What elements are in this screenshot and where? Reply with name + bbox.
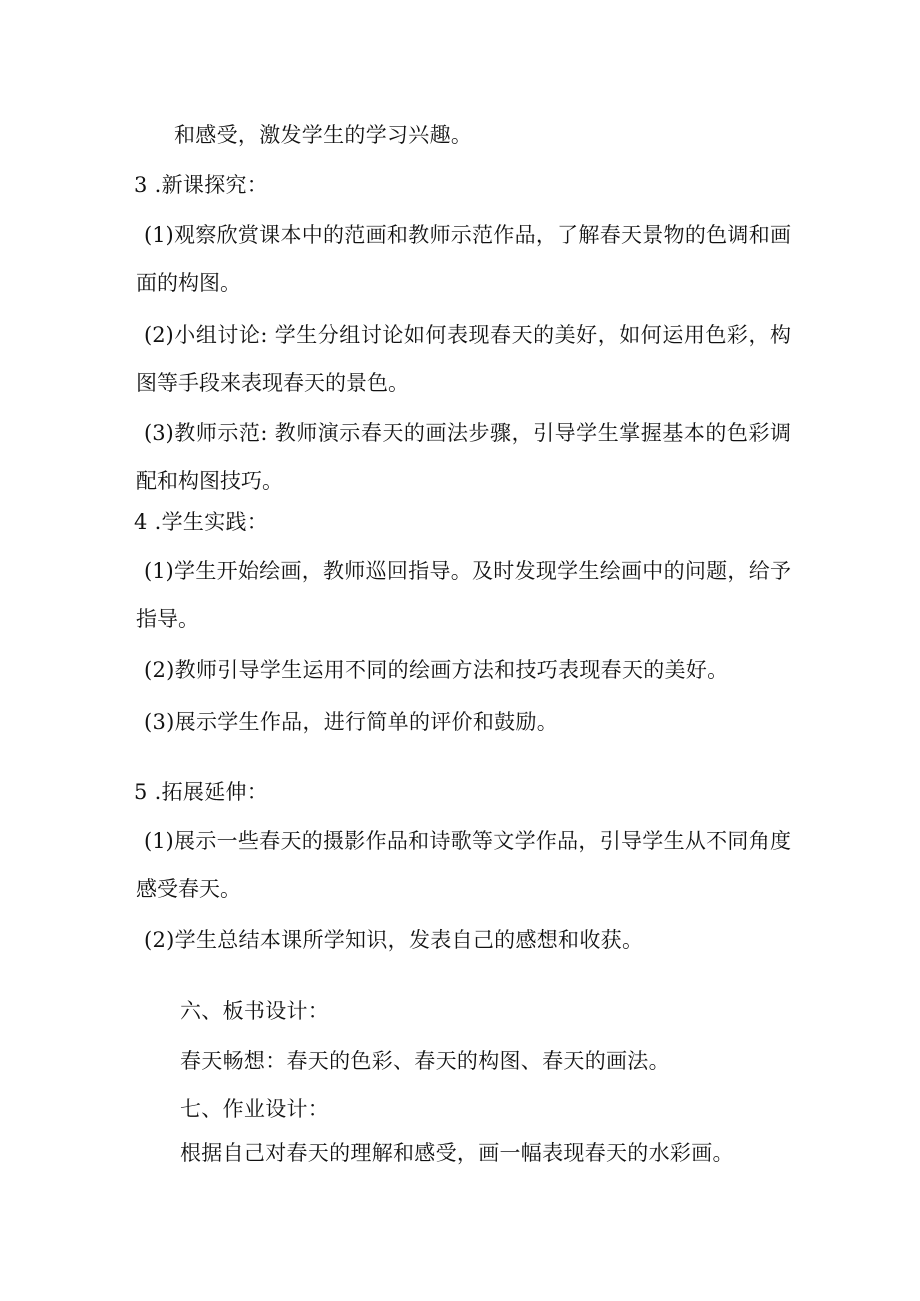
paragraph-4-2: (2)教师引导学生运用不同的绘画方法和技巧表现春天的美好。 <box>144 658 729 682</box>
board-design-text: 春天畅想：春天的色彩、春天的构图、春天的画法。 <box>180 1049 670 1073</box>
section-heading-7: 七、作业设计： <box>180 1097 330 1121</box>
section-heading-6: 六、板书设计： <box>180 999 330 1023</box>
homework-text: 根据自己对春天的理解和感受，画一幅表现春天的水彩画。 <box>180 1141 734 1165</box>
paragraph-3-3: (3)教师示范: 教师演示春天的画法步骤，引导学生掌握基本的色彩调配和构图技巧。 <box>136 421 791 493</box>
text-continuation: 和感受，激发学生的学习兴趣。 <box>174 123 473 147</box>
paragraph-5-2: (2)学生总结本课所学知识，发表自己的感想和收获。 <box>144 928 644 952</box>
section-heading-4: 4 .学生实践： <box>134 510 269 534</box>
paragraph-3-1: (1)观察欣赏课本中的范画和教师示范作品，了解春天景物的色调和画面的构图。 <box>136 223 791 295</box>
section-heading-3: 3 .新课探究： <box>134 173 269 197</box>
section-heading-5: 5 .拓展延伸： <box>134 780 269 804</box>
paragraph-3-2: (2)小组讨论: 学生分组讨论如何表现春天的美好，如何运用色彩，构图等手段来表现春天的景色。 <box>136 323 791 395</box>
paragraph-4-1: (1)学生开始绘画，教师巡回指导。及时发现学生绘画中的问题，给予指导。 <box>136 559 791 631</box>
paragraph-5-1: (1)展示一些春天的摄影作品和诗歌等文学作品，引导学生从不同角度感受春天。 <box>136 829 791 901</box>
paragraph-4-3: (3)展示学生作品，进行简单的评价和鼓励。 <box>144 710 559 734</box>
